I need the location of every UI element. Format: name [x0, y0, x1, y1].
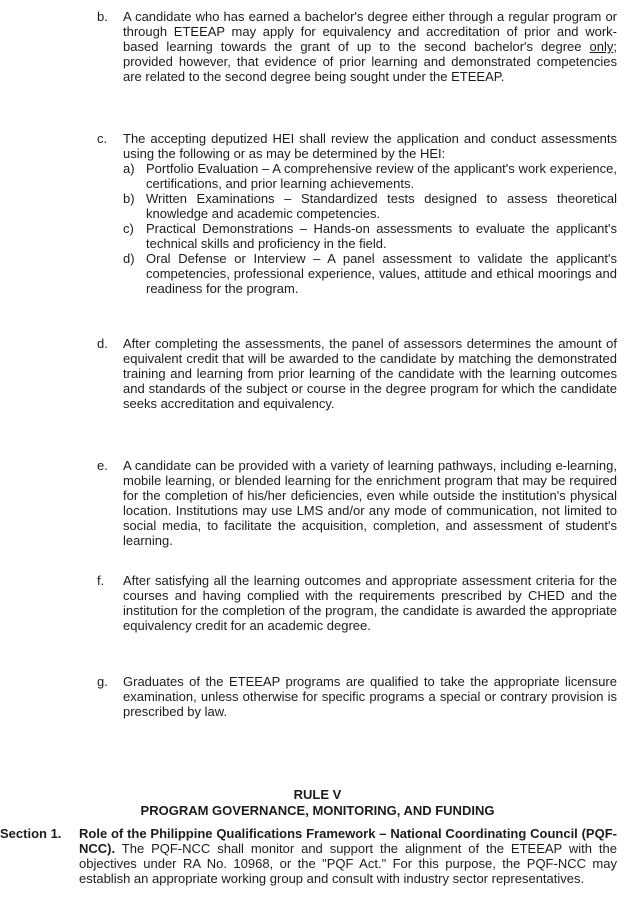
list-item-g — [97, 674, 617, 719]
section-body — [79, 826, 617, 886]
sublist-text: Oral Defense or Interview – A panel assessment to validate the applicant's competencies, professional experience, values, attitude and ethical moorings and readiness for the program. — [146, 251, 617, 296]
list-marker: b. — [97, 9, 108, 24]
section-title: Role of the Philippine Qualifications Framework – National Coordinating Council (PQF-NCC). — [79, 826, 617, 856]
list-item-text: A candidate who has earned a bachelor's degree either through a regular program or through ETEEAP may apply for equivalency and accreditation of prior and work-based learning towards the grant of up to the second bachelor's degree only; provided however, that evidence of prior learning and demonstrated competencies are related to the second degree being sought under the ETEEAP. — [123, 9, 617, 84]
list-item-c — [97, 131, 617, 296]
list-item-text: Graduates of the ETEEAP programs are qualified to take the appropriate licensure examination, unless otherwise for specific programs a special or contrary provision is prescribed by law. — [123, 674, 617, 719]
sublist-item-d — [123, 251, 617, 296]
sublist-item-a — [123, 161, 617, 191]
list-item-e — [97, 458, 617, 548]
section-label: Section 1. — [0, 826, 62, 841]
underlined-word: only — [589, 39, 614, 54]
sublist-item-c — [123, 221, 617, 251]
sublist-text: Written Examinations – Standardized tests designed to assess theoretical knowledge and academic competencies. — [146, 191, 617, 221]
list-item-text: After satisfying all the learning outcomes and appropriate assessment criteria for the courses and having complied with the requirements prescribed by CHED and the institution for the completion of the program, the candidate is awarded the appropriate equivalency credit for an academic degree. — [123, 573, 617, 633]
sublist-marker: a) — [123, 161, 135, 176]
list-marker: e. — [97, 458, 108, 473]
list-item-intro: The accepting deputized HEI shall review the application and conduct assessments using the following or as may be determined by the HEI: — [123, 131, 617, 161]
sublist-marker: d) — [123, 251, 135, 266]
sublist-marker: c) — [123, 221, 134, 236]
sublist-text: Practical Demonstrations – Hands-on assessments to evaluate the applicant's technical skills and proficiency in the field. — [146, 221, 617, 251]
rule-title: PROGRAM GOVERNANCE, MONITORING, AND FUNDING — [140, 803, 495, 818]
sublist-item-b — [123, 191, 617, 221]
list-marker: f. — [97, 573, 105, 588]
list-item-f — [97, 573, 617, 633]
rule-heading: RULE V — [293, 787, 342, 802]
list-marker: d. — [97, 336, 108, 351]
sublist-text: Portfolio Evaluation – A comprehensive review of the applicant's work experience, certifications, and prior learning achievements. — [146, 161, 617, 191]
list-marker: g. — [97, 674, 108, 689]
section-1 — [0, 826, 635, 886]
list-marker: c. — [97, 131, 108, 146]
list-item-d — [97, 336, 617, 411]
sublist-marker: b) — [123, 191, 135, 206]
list-item-b — [97, 9, 617, 84]
list-item-text — [123, 131, 617, 296]
list-item-text: After completing the assessments, the panel of assessors determines the amount of equivalent credit that will be awarded to the candidate by matching the demonstrated training and learning from prior learning of the candidate with the learning outcomes and standards of the subject or course in the degree program for which the candidate seeks accreditation and equivalency. — [123, 336, 617, 411]
section-text: The PQF-NCC shall monitor and support the alignment of the ETEEAP with the objectives under RA No. 10968, or the "PQF Act." For this purpose, the PQF-NCC may establish an appropriate working group and consult with industry sector representatives. — [79, 841, 617, 886]
list-item-text: A candidate can be provided with a variety of learning pathways, including e-learning, mobile learning, or blended learning for the enrichment program that may be required for the completion of his/her deficiencies, even while outside the institution's physical location. Institutions may use LMS and/or any mode of communication, not limited to social media, to facilitate the acquisition, completion, and assessment of student's learning. — [123, 458, 617, 548]
